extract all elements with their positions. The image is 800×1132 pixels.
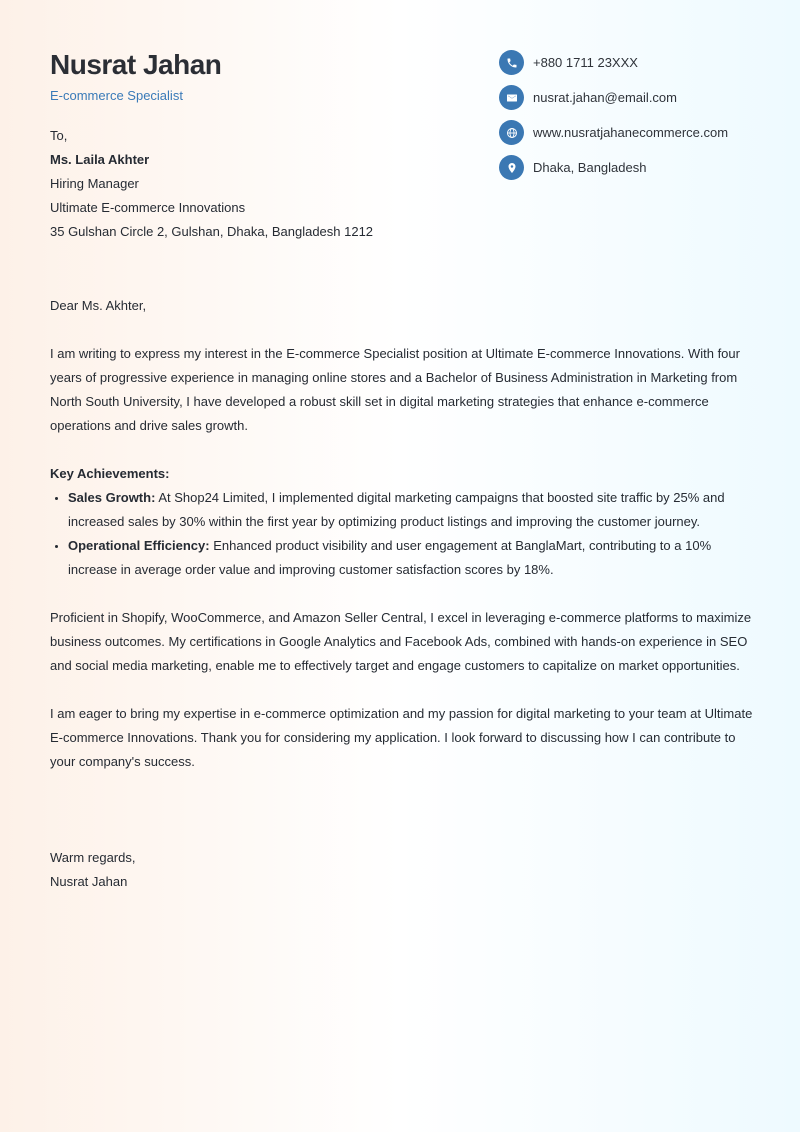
contact-list [499,50,728,190]
recipient-role: Hiring Manager [50,176,139,191]
achievement-label: Operational Efficiency: [68,538,210,553]
signature-name: Nusrat Jahan [50,874,128,889]
recipient-company: Ultimate E-commerce Innovations [50,200,246,215]
salutation: Dear Ms. Akhter, [50,298,147,313]
achievements-heading: Key Achievements: [50,466,170,481]
recipient-block [50,124,373,244]
contact-website [499,120,728,145]
signoff-block [50,846,135,894]
contact-email [499,85,728,110]
recipient-name: Ms. Laila Akhter [50,152,150,167]
closing-phrase: Warm regards, [50,850,136,865]
contact-location [499,155,728,180]
contact-website-text: www.nusratjahanecommerce.com [533,125,729,140]
intro-paragraph: I am writing to express my interest in the E-commerce Specialist position at Ultimate E-commerce Innovations. With four years of progressive experience in managing online stores and a Bachelor of Business Administration in Marketing from North South University, I have developed a robust skill set in digital marketing strategies that enhance e-commerce operations and drive sales growth. [50,346,740,433]
achievement-text: Enhanced product visibility and user engagement at BanglaMart, contributing to a 10% increase in average order value and improving customer satisfaction scores by 18%. [68,538,712,577]
skills-paragraph: Proficient in Shopify, WooCommerce, and Amazon Seller Central, I excel in leveraging e-commerce platforms to maximize business outcomes. My certifications in Google Analytics and Facebook Ads, combined with hands-on experience in SEO and social media marketing, enable me to effectively target and engage customers to capitalize on market opportunities. [50,610,752,673]
location-pin-icon [499,155,524,180]
applicant-title: E-commerce Specialist [50,88,183,103]
email-icon [499,85,524,110]
phone-icon [499,50,524,75]
contact-phone [499,50,728,75]
closing-paragraph: I am eager to bring my expertise in e-commerce optimization and my passion for digital marketing to your team at Ultimate E-commerce Innovations. Thank you for considering my application. I look forward to discussing how I can contribute to your company's success. [50,706,753,769]
contact-phone-text: +880 1711 23XXX [533,55,638,70]
achievement-item [68,534,755,582]
contact-location-text: Dhaka, Bangladesh [533,160,647,175]
globe-icon [499,120,524,145]
letter-body [50,294,755,774]
achievement-label: Sales Growth: [68,490,156,505]
applicant-name: Nusrat Jahan [50,49,222,80]
recipient-to: To, [50,128,68,143]
letter-header [50,48,221,103]
achievement-text: At Shop24 Limited, I implemented digital marketing campaigns that boosted site traffic by 25% and increased sales by 30% within the first year by optimizing product listings and improving the customer journey. [68,490,725,529]
contact-email-text: nusrat.jahan@email.com [533,90,677,105]
achievements-list [50,486,755,582]
recipient-address: 35 Gulshan Circle 2, Gulshan, Dhaka, Bangladesh 1212 [50,224,374,239]
achievement-item [68,486,755,534]
